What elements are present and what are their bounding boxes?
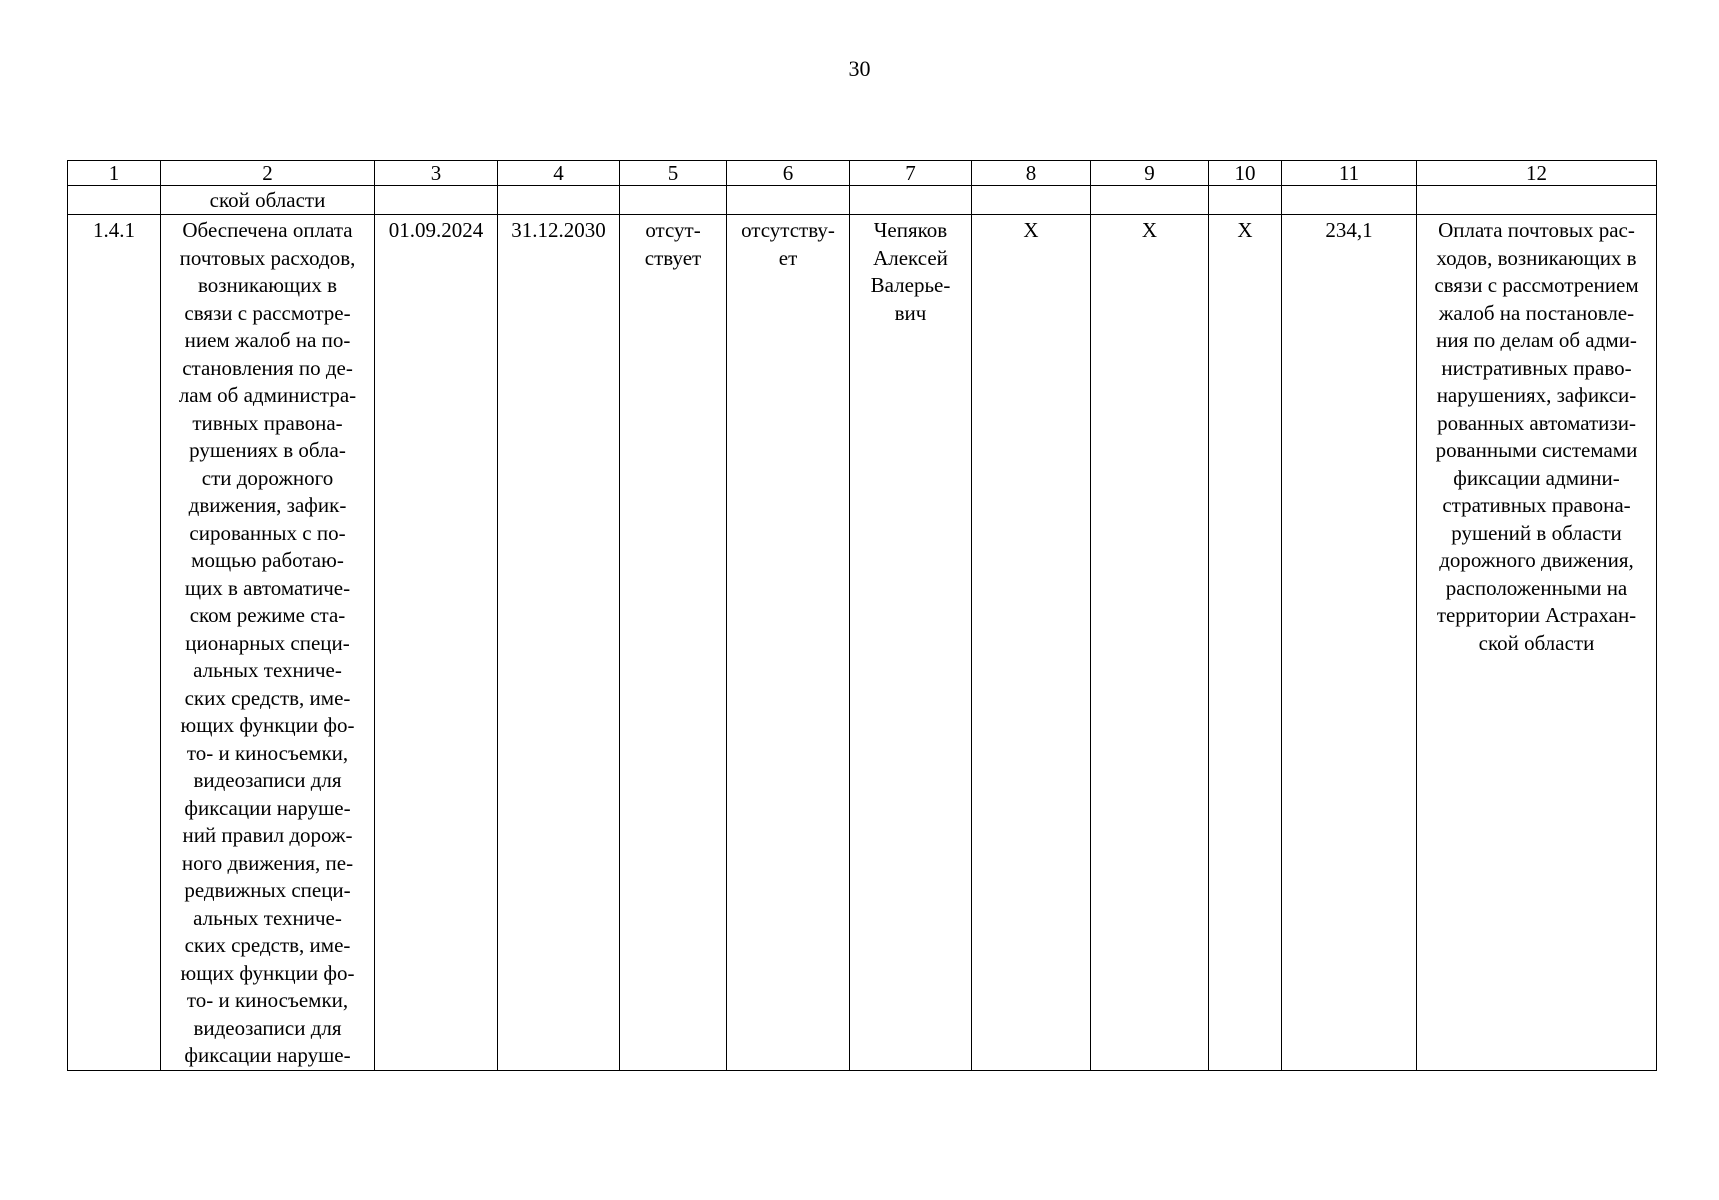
column-6-value: отсутству- ет [741, 218, 835, 270]
table-cell [1282, 186, 1417, 215]
column-8-cell [972, 215, 1091, 1071]
column-5-value: отсут- ствует [644, 218, 702, 270]
column-number-7: 7 [850, 161, 972, 186]
table-cell [68, 186, 161, 215]
result-description: Оплата почтовых рас- ходов, возникающих в связи с рассмотрением жалоб на постановле- ния по делам об адми- нистративных право- нарушениях, зафикси- рованных автоматизи- рованными системами фиксации админи- стративных правона- рушений в области дорожного движения, расположенными на территории Астрахан- ской области [1434, 218, 1639, 655]
table-cell [727, 186, 850, 215]
table-row [68, 215, 1657, 1071]
page-number: 30 [848, 56, 871, 81]
measure-code: 1.4.1 [93, 218, 135, 242]
column-9-value: Х [1141, 218, 1158, 242]
start-date-cell [375, 215, 498, 1071]
column-number-9: 9 [1091, 161, 1209, 186]
column-9-cell [1091, 215, 1209, 1071]
measure-description-cell [161, 215, 375, 1071]
amount-cell [1282, 215, 1417, 1071]
column-number-4: 4 [498, 161, 620, 186]
column-6-cell [727, 215, 850, 1071]
responsible-person: Чепяков Алексей Валерье- вич [870, 218, 951, 325]
measures-table [67, 160, 1657, 1071]
continued-description-cell: ской области [161, 186, 375, 215]
column-number-12: 12 [1417, 161, 1657, 186]
column-5-cell [620, 215, 727, 1071]
column-numbers-row [68, 161, 1657, 186]
column-number-6: 6 [727, 161, 850, 186]
column-number-5: 5 [620, 161, 727, 186]
column-number-3: 3 [375, 161, 498, 186]
column-number-10: 10 [1209, 161, 1282, 186]
table-cell [1209, 186, 1282, 215]
end-date-cell [498, 215, 620, 1071]
column-number-1: 1 [68, 161, 161, 186]
start-date: 01.09.2024 [388, 218, 484, 242]
table-cell [972, 186, 1091, 215]
column-number-8: 8 [972, 161, 1091, 186]
amount-value: 234,1 [1325, 218, 1373, 242]
measure-description: Обеспечена оплата почтовых расходов, возникающих в связи с рассмотре- нием жалоб на по- становления по де- лам об администра- тивных правона- рушениях в обла- сти дорожного движения, зафик- сированных с по- мощью работаю- щих в автоматиче- ском режиме ста- ционарных специ- альных техниче- ских средств, име- ющих функции фо- то- и киносъемки, видеозаписи для фиксации наруше- ний правил дорож- ного движения, пе- редвижных специ- альных техниче- ских средств, име- ющих функции фо- то- и киносъемки, видеозаписи для фиксации наруше- [178, 218, 357, 1067]
table-cell [1417, 186, 1657, 215]
column-10-value: Х [1237, 218, 1253, 242]
measure-code-cell [68, 215, 161, 1071]
end-date: 31.12.2030 [511, 218, 606, 242]
responsible-person-cell [850, 215, 972, 1071]
continuation-row [68, 186, 1657, 215]
table-cell [620, 186, 727, 215]
column-number-11: 11 [1282, 161, 1417, 186]
table-cell [850, 186, 972, 215]
table-cell [1091, 186, 1209, 215]
column-10-cell [1209, 215, 1282, 1071]
table-cell [498, 186, 620, 215]
table-cell [375, 186, 498, 215]
column-number-2: 2 [161, 161, 375, 186]
result-cell [1417, 215, 1657, 1071]
column-8-value: Х [1023, 218, 1039, 242]
